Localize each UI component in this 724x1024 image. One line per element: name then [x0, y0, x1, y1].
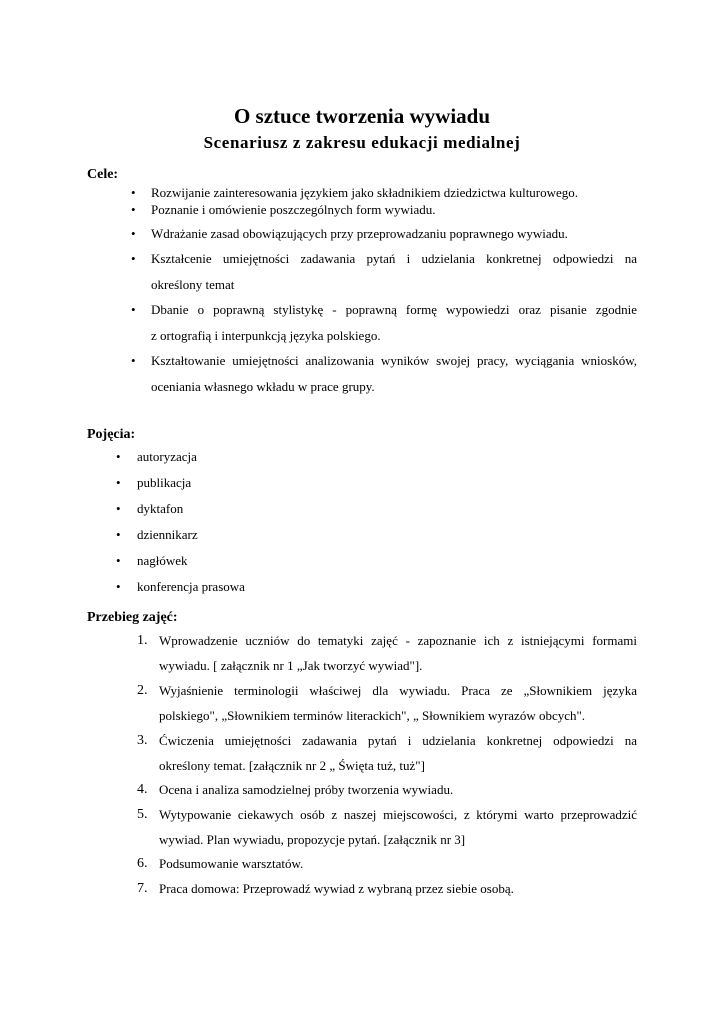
list-item: Ocena i analiza samodzielnej próby tworzenia wywiadu. [159, 782, 454, 797]
list-item-continuation: wywiad. Plan wywiadu, propozycje pytań. [załącznik nr 3] [159, 832, 466, 847]
list-item: dyktafon [137, 501, 184, 516]
list-item: Podsumowanie warsztatów. [159, 856, 304, 871]
list-number: 5. [137, 807, 148, 822]
list-item: Kształtowanie umiejętności analizowania wyników swojej pracy, wyciągania wniosków, [151, 353, 637, 368]
list-item: Poznanie i omówienie poszczególnych form wywiadu. [151, 202, 436, 217]
list-item: nagłówek [137, 553, 188, 568]
list-item: Ćwiczenia umiejętności zadawania pytań i udzielania konkretnej odpowiedzi na [159, 733, 637, 748]
section-heading-pojecia: Pojęcia: [87, 427, 136, 442]
list-item: dziennikarz [137, 527, 198, 542]
bullet-icon: • [131, 353, 136, 368]
list-item-continuation: określony temat [151, 277, 235, 292]
bullet-icon: • [116, 449, 121, 464]
list-item-continuation: wywiadu. [ załącznik nr 1 „Jak tworzyć wywiad"]. [159, 658, 423, 673]
list-number: 4. [137, 782, 148, 797]
bullet-icon: • [131, 302, 136, 317]
document-title: O sztuce tworzenia wywiadu [233, 104, 491, 128]
bullet-icon: • [116, 501, 121, 516]
list-item: Dbanie o poprawną stylistykę - poprawną formę wypowiedzi oraz pisanie zgodnie [151, 302, 637, 317]
list-item: Wytypowanie ciekawych osób z naszej miejscowości, z którymi warto przeprowadzić [159, 807, 637, 822]
list-item-continuation: oceniania własnego wkładu w prace grupy. [151, 379, 375, 394]
bullet-icon: • [116, 475, 121, 490]
document-subtitle: Scenariusz z zakresu edukacji medialnej [203, 133, 521, 152]
list-item: Wdrażanie zasad obowiązujących przy przeprowadzaniu poprawnego wywiadu. [151, 226, 568, 241]
list-item-continuation: polskiego", „Słownikiem terminów literackich", „ Słownikiem wyrazów obcych". [159, 708, 586, 723]
list-item: publikacja [137, 475, 192, 490]
list-number: 3. [137, 733, 148, 748]
list-item: Praca domowa: Przeprowadź wywiad z wybraną przez siebie osobą. [159, 881, 514, 896]
section-heading-przebieg: Przebieg zajęć: [87, 610, 178, 625]
list-item: Wyjaśnienie terminologii właściwej dla wywiadu. Praca ze „Słownikiem języka [159, 683, 637, 698]
list-number: 6. [137, 856, 148, 871]
section-heading-cele: Cele: [87, 167, 119, 182]
bullet-icon: • [131, 185, 136, 200]
list-item-continuation: z ortografią i interpunkcją języka polskiego. [151, 328, 381, 343]
list-item: Kształcenie umiejętności zadawania pytań i udzielania konkretnej odpowiedzi na [151, 251, 637, 266]
list-item: konferencja prasowa [137, 579, 245, 594]
list-item-continuation: określony temat. [załącznik nr 2 „ Święta tuż, tuż"] [159, 758, 425, 773]
bullet-icon: • [131, 251, 136, 266]
list-number: 2. [137, 683, 148, 698]
bullet-icon: • [131, 202, 136, 217]
bullet-icon: • [131, 226, 136, 241]
bullet-icon: • [116, 553, 121, 568]
list-item: Wprowadzenie uczniów do tematyki zajęć - zapoznanie ich z istniejącymi formami [159, 633, 637, 648]
list-number: 7. [137, 881, 148, 896]
list-item: Rozwijanie zainteresowania językiem jako składnikiem dziedzictwa kulturowego. [151, 185, 579, 200]
bullet-icon: • [116, 579, 121, 594]
bullet-icon: • [116, 527, 121, 542]
list-item: autoryzacja [137, 449, 197, 464]
list-number: 1. [137, 633, 148, 648]
